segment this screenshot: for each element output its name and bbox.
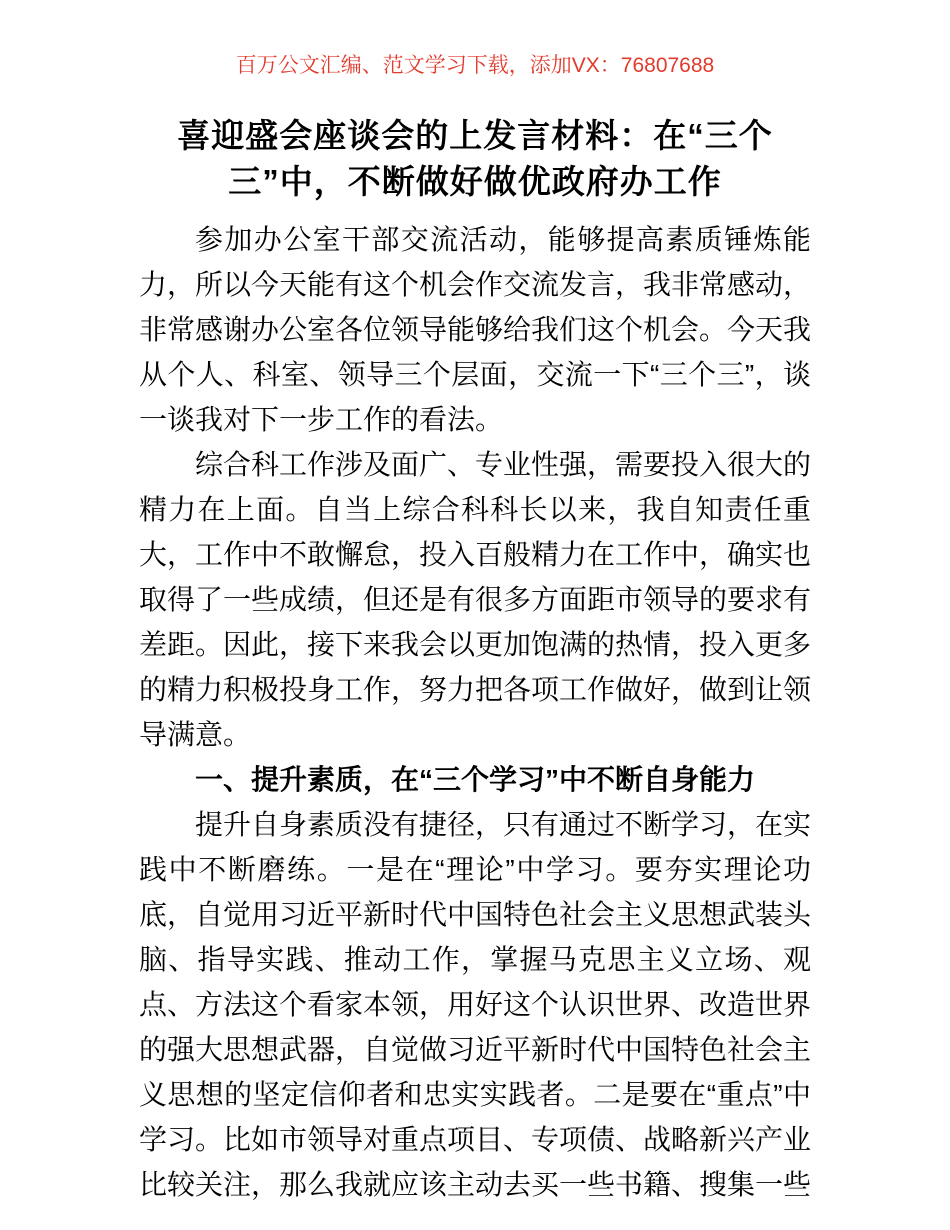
- document-title: [0, 113, 950, 205]
- paragraph-2: 综合科工作涉及面广、专业性强，需要投入很大的精力在上面。自当上综合科科长以来，我自知责任重大，工作中不敢懈怠，投入百般精力在工作中，确实也取得了一些成绩，但还是有很多方面距市领导的要求有差距。因此，接下来我会以更加饱满的热情，投入更多的精力积极投身工作，努力把各项工作做好，做到让领导满意。: [139, 449, 812, 750]
- paragraph-1: 参加办公室干部交流活动，能够提高素质锤炼能力，所以今天能有这个机会作交流发言，我非常感动，非常感谢办公室各位领导能够给我们这个机会。今天我从个人、科室、领导三个层面，交流一下“三个三”，谈一谈我对下一步工作的看法。: [139, 224, 812, 435]
- document-title-line1: 喜迎盛会座谈会的上发言材料：在“三个: [177, 117, 773, 154]
- document-body: [139, 217, 811, 1207]
- document-title-line2: 三”中，不断做好做优政府办工作: [228, 163, 722, 200]
- section-heading-1: 一、提升素质，在“三个学习”中不断自身能力: [195, 764, 756, 795]
- paragraph-3: 提升自身素质没有捷径，只有通过不断学习，在实践中不断磨练。一是在“理论”中学习。要夯实理论功底，自觉用习近平新时代中国特色社会主义思想武装头脑、指导实践、推动工作，掌握马克思主义立场、观点、方法这个看家本领，用好这个认识世界、改造世界的强大思想武器，自觉做习近平新时代中国特色社会主义思想的坚定信仰者和忠实实践者。二是要在“重点”中学习。比如市领导对重点项目、专项债、战略新兴产业比较关注，那么我就应该主动去买一些书籍、搜集一些: [139, 809, 812, 1200]
- watermark-text: 百万公文汇编、范文学习下载，添加VX：76807688: [235, 54, 715, 77]
